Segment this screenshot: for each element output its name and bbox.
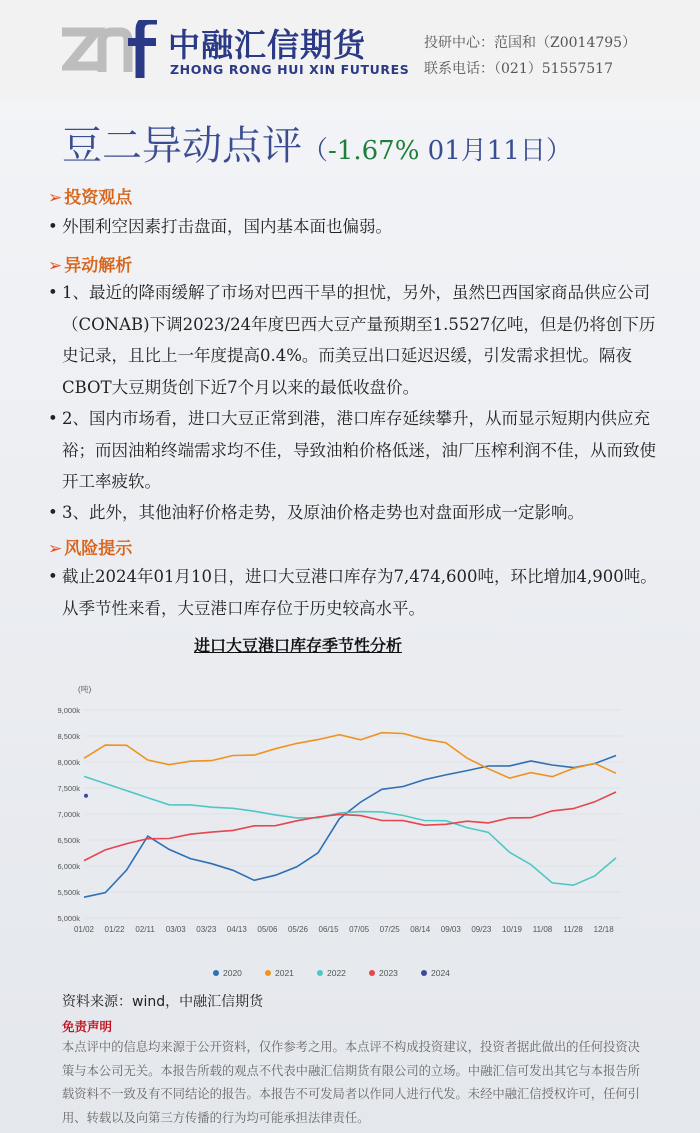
x-tick-label: 07/25 [379, 925, 400, 934]
title-main: 豆二异动点评 [62, 123, 302, 169]
series-line-2021 [84, 733, 616, 778]
x-tick-label: 12/18 [593, 925, 614, 934]
x-tick-label: 09/03 [440, 925, 461, 934]
x-tick-label: 02/11 [135, 925, 155, 934]
x-tick-label: 10/19 [501, 925, 522, 934]
analysis-text-2: 2、国内市场看，进口大豆正常到港，港口库存延续攀升，从而显示短期内供应充裕；而因油粕终端需求均不佳，导致油粕价格低迷，油厂压榨利润不佳，从而致使开工率疲软。 [62, 409, 656, 491]
header [0, 0, 700, 100]
y-tick-label: 7,500k [57, 784, 80, 793]
bullet-icon: • [48, 217, 58, 236]
x-tick-label: 07/05 [349, 925, 370, 934]
legend-label-2023: 2023 [379, 968, 398, 978]
x-tick-label: 01/02 [73, 925, 95, 934]
legend-label-2020: 2020 [223, 968, 242, 978]
page-title [62, 114, 572, 171]
series-point-2024 [84, 794, 88, 798]
y-unit-label: (吨) [78, 685, 92, 694]
y-tick-label: 8,000k [57, 758, 80, 767]
view-paragraph [48, 211, 660, 243]
x-tick-label: 05/06 [257, 925, 278, 934]
disclaimer-text: 本点评中的信息均来源于公开资料，仅作参考之用。本点评不构成投资建议，投资者据此做出的任何投资决策与本公司无关。本报告所载的观点不代表中融汇信期货有限公司的立场。中融汇信可发出其它与本报告所载资料不一致及有不同结论的报告。本报告不可发局者以作同人进行代发。未经中融汇信授权许可，任何引用、转载以及向第三方传播的行为均可能承担法律责任。 [62, 1040, 640, 1125]
x-tick-label: 11/08 [532, 925, 553, 934]
section-analysis [48, 251, 132, 276]
bullet-icon: • [48, 567, 58, 586]
x-tick-label: 03/03 [165, 925, 186, 934]
x-tick-label: 01/22 [104, 925, 125, 934]
legend-label-2022: 2022 [327, 968, 346, 978]
disclaimer-title: 免责声明 [62, 1019, 113, 1034]
section-arrow-icon: ➢ [48, 188, 63, 208]
data-source: 资料来源：wind，中融汇信期货 [62, 994, 264, 1010]
x-tick-label: 08/14 [410, 925, 431, 934]
legend-marker-2020 [213, 970, 219, 976]
logo-chinese-name: 中融汇信期货 [168, 26, 367, 64]
y-tick-label: 5,000k [57, 914, 80, 923]
bullet-icon: • [48, 503, 58, 522]
x-tick-label: 09/23 [471, 925, 492, 934]
title-date: 01月11日 [419, 136, 546, 166]
bullet-icon: • [48, 409, 58, 428]
view-text: 外围利空因素打击盘面，国内基本面也偏弱。 [62, 217, 392, 236]
series-line-2020 [84, 756, 616, 898]
y-tick-label: 8,500k [57, 732, 80, 741]
x-tick-label: 05/26 [287, 925, 308, 934]
legend-label-2021: 2021 [275, 968, 294, 978]
x-tick-label: 11/28 [563, 925, 583, 934]
contact-analyst: 投研中心：范国和（Z0014795） [424, 35, 637, 51]
section-risk [48, 534, 132, 559]
legend-marker-2024 [421, 970, 427, 976]
y-tick-label: 9,000k [57, 706, 80, 715]
contact-phone: 联系电话：（021）51557517 [424, 61, 613, 77]
analysis-item-2 [48, 403, 660, 498]
risk-paragraph [48, 561, 660, 624]
section-view [48, 183, 132, 208]
section-arrow-icon: ➢ [48, 256, 63, 276]
x-tick-label: 04/13 [226, 925, 247, 934]
x-tick-label: 06/15 [318, 925, 339, 934]
title-pct: -1.67% [328, 136, 420, 166]
company-logo-icon [62, 20, 157, 80]
analysis-item-1 [48, 277, 660, 403]
inventory-seasonal-chart [48, 680, 660, 990]
analysis-text-1: 1、最近的降雨缓解了市场对巴西干旱的担忧，另外，虽然巴西国家商品供应公司（CONAB)下调2023/24年度巴西大豆产量预期至1.5527亿吨，但是仍将创下历史记录，且比上一年度提高0.4%。而美豆出口延迟迟缓，引发需求担忧。隔夜CBOT大豆期货创下近7个月以来的最低收盘价。 [62, 283, 656, 397]
chart-title: 进口大豆港口库存季节性分析 [194, 636, 403, 655]
section-view-label: 投资观点 [64, 188, 133, 208]
series-line-2022 [84, 776, 616, 885]
analysis-text-3: 3、此外，其他油籽价格走势，及原油价格走势也对盘面形成一定影响。 [62, 503, 584, 522]
title-open: （ [302, 136, 329, 166]
bullet-icon: • [48, 283, 58, 302]
y-tick-label: 6,000k [57, 862, 80, 871]
section-arrow-icon: ➢ [48, 539, 63, 559]
x-tick-label: 03/23 [196, 925, 217, 934]
y-tick-label: 7,000k [57, 810, 80, 819]
risk-text: 截止2024年01月10日，进口大豆港口库存为7,474,600吨，环比增加4,900吨。从季节性来看，大豆港口库存位于历史较高水平。 [62, 567, 657, 618]
y-tick-label: 6,500k [57, 836, 80, 845]
analysis-item-3 [48, 497, 660, 529]
legend-marker-2022 [317, 970, 323, 976]
section-analysis-label: 异动解析 [64, 256, 133, 276]
legend-marker-2021 [265, 970, 271, 976]
logo-english-name: ZHONG RONG HUI XIN FUTURES [170, 62, 410, 77]
section-risk-label: 风险提示 [64, 539, 133, 559]
legend-label-2024: 2024 [431, 968, 450, 978]
legend-marker-2023 [369, 970, 375, 976]
title-close: ） [545, 136, 572, 166]
y-tick-label: 5,500k [57, 888, 80, 897]
